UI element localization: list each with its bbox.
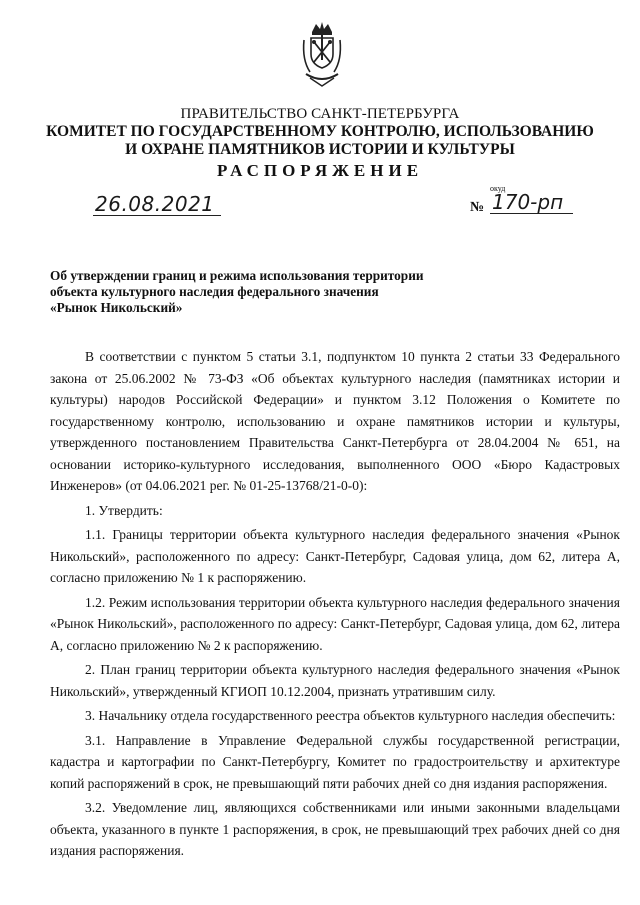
document-subject xyxy=(50,268,450,316)
paragraph-item-3-1: 3.1. Направление в Управление Федеральной службы государственной регистрации, кадастра и картографии по Санкт-Петербургу, Комитет по градостроительству и архитектуре копий распоряжений в срок, не превышающий пяти рабочих дней со дня издания распоряжения. xyxy=(50,732,620,791)
paragraph-item-1-1: 1.1. Границы территории объекта культурного наследия федерального значения «Рынок Никольский», расположенного по адресу: Санкт-Петербург, Садовая улица, дом 62, литера А, согласно приложению № 1 к распоряжению. xyxy=(50,527,620,585)
committee-name xyxy=(0,123,640,159)
committee-line-1: КОМИТЕТ ПО ГОСУДАРСТВЕННОМУ КОНТРОЛЮ, ИСПОЛЬЗОВАНИЮ xyxy=(46,123,594,140)
government-name: ПРАВИТЕЛЬСТВО САНКТ-ПЕТЕРБУРГА xyxy=(180,106,460,122)
document-number: 170-рп xyxy=(490,191,573,214)
paragraph-item-3-2: 3.2. Уведомление лиц, являющихся собственниками или иными законными владельцами объекта, указанного в пункте 1 распоряжения, в срок, не превышающий трех рабочих дней со дня издания распоряжения. xyxy=(50,800,620,858)
number-sign: № xyxy=(470,200,485,215)
okud-label: окуд xyxy=(490,184,506,193)
document-body xyxy=(50,346,620,865)
document-date: 26.08.2021 xyxy=(93,193,221,216)
paragraph-item-1: 1. Утвердить: xyxy=(85,502,163,518)
committee-line-2: И ОХРАНЕ ПАМЯТНИКОВ ИСТОРИИ И КУЛЬТУРЫ xyxy=(125,141,515,158)
subject-line: объекта культурного наследия федерального значения xyxy=(50,284,379,299)
paragraph-item-3: 3. Начальнику отдела государственного реестра объектов культурного наследия обеспечить: xyxy=(85,708,616,723)
paragraph-preamble: В соответствии с пунктом 5 статьи 3.1, подпунктом 10 пункта 2 статьи 33 Федерального закона от 25.06.2002 № 73-ФЗ «Об объектах культурного наследия (памятниках истории и культуры) народов Российской Федерации» и пунктом 3.12 Положения о Комитете по государственному контролю, использованию и охране памятников истории и культуры, утвержденного постановлением Правительства Санкт-Петербурга от 28.04.2004 № 651, на основании историко-культурного исследования, выполненного ООО «Бюро Кадастровых Инженеров» (от 04.06.2021 рег. № 01-25-13768/21-0-0): xyxy=(50,349,620,493)
subject-line: «Рынок Никольский» xyxy=(50,300,183,315)
coat-of-arms-icon xyxy=(298,20,346,90)
paragraph-item-1-2: 1.2. Режим использования территории объекта культурного наследия федерального значения «Рынок Никольский», расположенного по адресу: Санкт-Петербург, Садовая улица, дом 62, литера А, согласно приложению № 2 к распоряжению. xyxy=(50,594,620,653)
document-type: РАСПОРЯЖЕНИЕ xyxy=(216,161,424,180)
subject-line: Об утверждении границ и режима использования территории xyxy=(50,268,424,283)
paragraph-item-2: 2. План границ территории объекта культурного наследия федерального значения «Рынок Никольский», утвержденный КГИОП 10.12.2004, признать утратившим силу. xyxy=(50,662,620,699)
